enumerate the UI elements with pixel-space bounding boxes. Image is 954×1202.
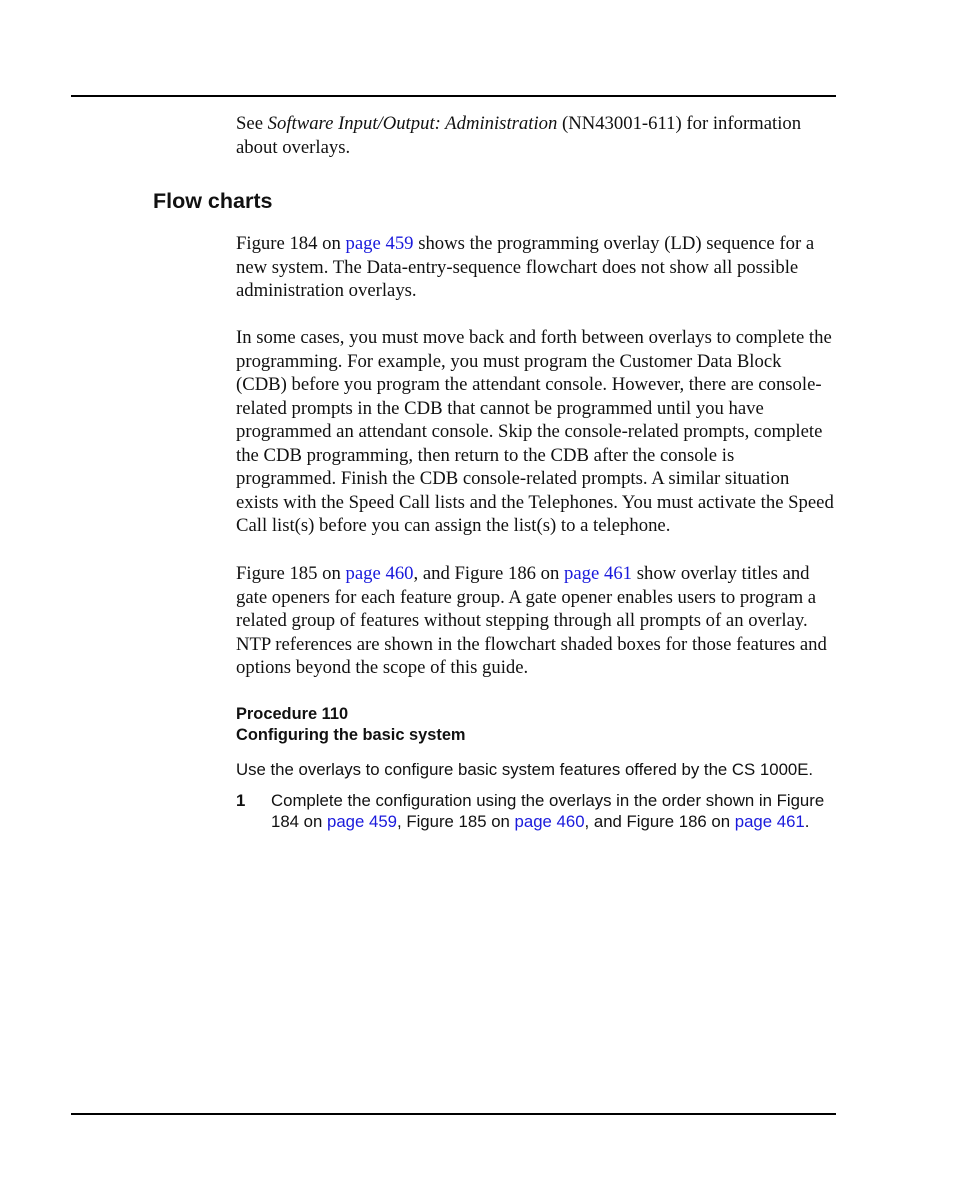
paragraph-programming-order: In some cases, you must move back and forth between overlays to complete the programming. For example, you must program the Customer Data Block (CDB) before you program the attendant console. However, there are console-related prompts in the CDB that cannot be programmed until you have programmed an attendant console. Skip the console-related prompts, complete the CDB programming, then return to the CDB after the console is programmed. Finish the CDB console-related prompts. A similar situation exists with the Speed Call lists and the Telephones. You must activate the Speed Call list(s) before you can assign the list(s) to a telephone. xyxy=(236,327,834,536)
intro-text-start: See xyxy=(236,113,268,134)
para3-text-b: , and Figure 186 on xyxy=(413,563,565,584)
step-link-page-461[interactable]: page 461 xyxy=(734,812,805,831)
top-rule xyxy=(71,95,836,97)
section-heading: Flow charts xyxy=(153,189,273,213)
para3-text-a: Figure 185 on xyxy=(236,563,346,584)
procedure-number: Procedure 110 xyxy=(236,705,349,723)
step1-text-b: , Figure 185 on xyxy=(397,812,515,831)
para1-text-a: Figure 184 on xyxy=(236,233,346,254)
step-link-page-460[interactable]: page 460 xyxy=(514,812,585,831)
procedure-header xyxy=(236,704,836,746)
procedure-description: Use the overlays to configure basic system features offered by the CS 1000E. xyxy=(236,760,814,779)
link-page-461[interactable]: page 461 xyxy=(564,563,633,584)
step-text xyxy=(271,790,831,832)
bottom-rule xyxy=(71,1113,836,1115)
link-page-459[interactable]: page 459 xyxy=(345,233,414,254)
link-page-460[interactable]: page 460 xyxy=(345,563,414,584)
intro-text-end: (NN43001-611) for information about overlays. xyxy=(236,113,802,158)
step-link-page-459[interactable]: page 459 xyxy=(327,812,397,831)
intro-doc-title: Software Input/Output: Administration xyxy=(267,113,558,134)
intro-paragraph xyxy=(236,112,836,159)
step-number: 1 xyxy=(236,791,246,810)
para1-text-b: shows the programming overlay (LD) sequence for a new system. The Data-entry-sequence flowchart does not show all possible administration overlays. xyxy=(236,233,815,301)
step1-text-c: , and Figure 186 on xyxy=(584,812,735,831)
step1-text-d: . xyxy=(804,812,810,831)
para3-text-c: show overlay titles and gate openers for each feature group. A gate opener enables users to program a related group of features without stepping through all prompts of an overlay. NTP references are shown in the flowchart shaded boxes for those features and options beyond the scope of this guide. xyxy=(236,563,827,678)
paragraph-figure-185-186 xyxy=(236,562,836,680)
procedure-title: Configuring the basic system xyxy=(236,726,466,744)
paragraph-figure-184 xyxy=(236,232,836,303)
step1-text-a: Complete the configuration using the overlays in the order shown in Figure 184 on xyxy=(271,791,825,831)
